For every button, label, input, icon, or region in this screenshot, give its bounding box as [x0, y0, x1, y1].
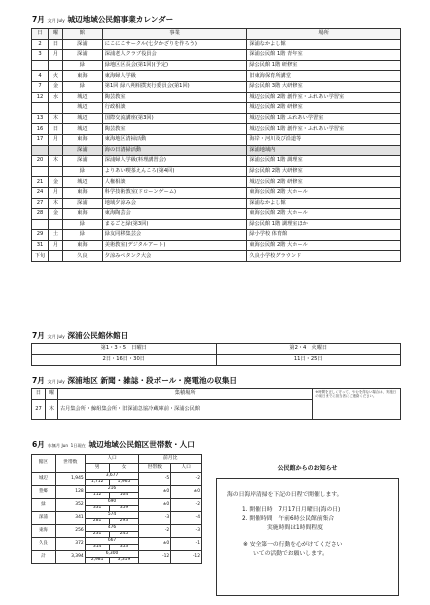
calendar-cell-event: 緑地区区長会(第1回)(予定): [102, 60, 247, 71]
calendar-cell-place: 城辺公民館 2階 研修室: [247, 177, 401, 188]
calendar-cell-place: 深浦地域内: [247, 145, 401, 156]
calendar-cell-event: 地域夕涼み会: [102, 198, 247, 209]
closed-days-table: [31, 343, 401, 366]
calendar-cell-place: 緑公民館 1階 調理室ほか: [247, 219, 401, 230]
calendar-cell-weekday: 月: [48, 134, 62, 145]
calendar-cell-place: 緑公民館 2階 大研修室: [247, 166, 401, 177]
calendar-cell-weekday: [48, 145, 62, 156]
collection-title: [32, 377, 237, 385]
calendar-cell-hall: 城辺: [62, 103, 102, 114]
calendar-cell-day: 24: [32, 187, 49, 198]
calendar-row: [32, 166, 401, 177]
hh-cell-female: 353: [109, 544, 139, 551]
calendar-cell-place: 東海公民館 2階 大ホール: [247, 209, 401, 220]
calendar-cell-weekday: 木: [48, 113, 62, 124]
collection-table: [31, 388, 401, 420]
collection-title-en: 文月 July: [47, 379, 65, 384]
col-day: 日: [32, 29, 49, 40]
hh-cell-area: 城辺: [32, 473, 56, 486]
hh-cell-area: 豊郷: [32, 486, 56, 499]
calendar-cell-event: 東海婦人学級: [102, 71, 247, 82]
hh-cell-diff-households: -2: [139, 525, 171, 538]
calendar-cell-day: 21: [32, 177, 49, 188]
calendar-cell-day: [32, 219, 49, 230]
hh-col-diff: 前月比: [139, 455, 202, 464]
calendar-cell-place: 緑公民館 1階 研修室: [247, 60, 401, 71]
calendar-row: [32, 187, 401, 198]
calendar-cell-weekday: 水: [48, 92, 62, 103]
hh-cell-diff-households: ±0: [139, 486, 171, 499]
notice-line6: いての活動でお願いします。: [253, 550, 328, 557]
collection-day: 27: [32, 399, 46, 419]
calendar-row: [32, 39, 401, 50]
hh-cell-total: 3,677: [85, 473, 139, 480]
calendar-cell-day: 29: [32, 230, 49, 241]
calendar-cell-place: 久良小学校グラウンド: [247, 251, 401, 262]
households-title-date: 1日現在: [70, 443, 86, 448]
calendar-cell-day: 3: [32, 50, 49, 61]
collection-places: 古月集会所・鯨組集会所・旧深浦急協冷蔵庫前・深浦公民館: [57, 399, 312, 419]
hh-cell-total: 574: [85, 512, 139, 519]
calendar-cell-weekday: [48, 251, 62, 262]
notice-box: [216, 478, 399, 596]
calendar-row: [32, 230, 401, 241]
closed-tuesday-head: 第2・4 火曜日: [216, 344, 401, 355]
hh-cell-female: 359: [109, 505, 139, 512]
calendar-cell-day: 12: [32, 92, 49, 103]
hh-cell-female: 1,965: [109, 479, 139, 486]
calendar-cell-event: 陶芸教室: [102, 92, 247, 103]
calendar-cell-day: 13: [32, 113, 49, 124]
calendar-cell-hall: 緑: [62, 60, 102, 71]
calendar-header-row: [32, 29, 401, 40]
households-title-en: 水無月 Jun: [47, 443, 68, 448]
calendar-cell-hall: 久良: [62, 251, 102, 262]
hh-cell-households: 256: [55, 525, 85, 538]
calendar-cell-event: よりあい喫茶えんころ(第4回): [102, 166, 247, 177]
hh-cell-diff-population: -3: [171, 525, 202, 538]
calendar-cell-day: 下旬: [32, 251, 49, 262]
calendar-cell-day: 2: [32, 39, 49, 50]
calendar-row: [32, 209, 401, 220]
calendar-row: [32, 113, 401, 124]
col-hall: 館: [62, 29, 102, 40]
calendar-cell-event: 海の日清掃活動: [102, 145, 247, 156]
hh-cell-diff-households: ±0: [139, 499, 171, 512]
hh-cell-households: 128: [55, 486, 85, 499]
notice-title: 公民館からのお知らせ: [277, 465, 338, 472]
calendar-row: [32, 219, 401, 230]
closed-title-month: 7月: [32, 331, 45, 340]
hh-cell-male: 112: [85, 492, 109, 499]
hh-cell-area: 深浦: [32, 512, 56, 525]
calendar-cell-day: [32, 103, 49, 114]
calendar-row: [32, 60, 401, 71]
calendar-cell-day: 7: [32, 81, 49, 92]
hh-col-area: 館区: [32, 455, 56, 473]
notice-line1: 海の日海岸清掃を下記の日程で開催します。: [227, 492, 343, 498]
notice-line5: ※ 安全第一の行動を心がけてください: [243, 541, 343, 548]
calendar-row: [32, 240, 401, 251]
hh-cell-households: 372: [55, 538, 85, 551]
calendar-cell-event: 美術教室(デジタルアート): [102, 240, 247, 251]
calendar-cell-day: 20: [32, 156, 49, 167]
closed-title: [32, 332, 128, 340]
calendar-cell-hall: 緑: [62, 230, 102, 241]
calendar-cell-place: 城辺公民館 2階 創作室・ふれあい学習室: [247, 92, 401, 103]
col-place: 場所: [247, 29, 401, 40]
collection-note: ※時間を正しく守って、やむを得ない場合は、実施日の前日までに担当者にご連絡ください。: [313, 389, 401, 420]
calendar-cell-event: 夕涼みペタンク大会: [102, 251, 247, 262]
households-table: [31, 454, 202, 564]
calendar-cell-hall: 緑: [62, 166, 102, 177]
calendar-cell-hall: 城辺: [62, 92, 102, 103]
calendar-cell-weekday: 月: [48, 50, 62, 61]
hh-cell-diff-population: -2: [171, 499, 202, 512]
calendar-row: [32, 251, 401, 262]
calendar-cell-hall: 東海: [62, 240, 102, 251]
calendar-cell-weekday: 金: [48, 209, 62, 220]
calendar-row: [32, 156, 401, 167]
hh-cell-diff-households: -12: [139, 551, 171, 564]
hh-cell-diff-households: ±0: [139, 538, 171, 551]
calendar-cell-hall: 深浦: [62, 145, 102, 156]
col-weekday: 曜: [48, 29, 62, 40]
calendar-cell-hall: 東海: [62, 209, 102, 220]
calendar-cell-hall: 緑: [62, 219, 102, 230]
calendar-row: [32, 50, 401, 61]
hh-cell-female: 104: [109, 492, 139, 499]
calendar-cell-weekday: 火: [48, 71, 62, 82]
hh-cell-households: 341: [55, 512, 85, 525]
hh-col-population: 人口: [85, 455, 139, 464]
hh-col-households: 世帯数: [55, 455, 85, 473]
calendar-cell-hall: 深浦: [62, 156, 102, 167]
closed-sunday-days: 2日・16日・30日: [32, 354, 217, 365]
calendar-cell-place: 城辺公民館 1階 創作室・ふれあい学習室: [247, 124, 401, 135]
closed-sunday-head: 第1・3・5 日曜日: [32, 344, 217, 355]
calendar-cell-hall: 東海: [62, 71, 102, 82]
calendar-cell-day: [32, 60, 49, 71]
collection-col-place: 集積場所: [57, 389, 312, 400]
calendar-cell-weekday: [48, 166, 62, 177]
calendar-row: [32, 81, 401, 92]
calendar-cell-place: 深浦公民館 1階 調理室: [247, 156, 401, 167]
hh-cell-male: 2,981: [85, 557, 109, 564]
hh-cell-male: 314: [85, 544, 109, 551]
hh-cell-area: 久良: [32, 538, 56, 551]
calendar-cell-event: 人権相談: [102, 177, 247, 188]
closed-title-text: 深浦公民館休館日: [67, 331, 129, 340]
hh-col-diff-households: 世帯数: [139, 464, 171, 473]
hh-cell-diff-households: -5: [139, 473, 171, 486]
calendar-cell-event: 国際交流講座(第3回): [102, 113, 247, 124]
calendar-cell-weekday: 木: [48, 198, 62, 209]
calendar-cell-day: 28: [32, 209, 49, 220]
closed-title-en: 文月 July: [47, 334, 65, 339]
calendar-title: [32, 16, 173, 24]
collection-col-week: 曜: [45, 389, 57, 400]
collection-title-month: 7月: [32, 376, 45, 385]
households-body: [32, 473, 202, 564]
calendar-cell-weekday: 月: [48, 240, 62, 251]
calendar-cell-day: 31: [32, 240, 49, 251]
calendar-cell-place: 東海公民館 2階 大ホール: [247, 187, 401, 198]
calendar-row: [32, 92, 401, 103]
calendar-cell-weekday: 土: [48, 230, 62, 241]
hh-cell-diff-population: -4: [171, 512, 202, 525]
calendar-row: [32, 134, 401, 145]
calendar-cell-event: にこにこサークル(七夕かざりを作ろう): [102, 39, 247, 50]
hh-cell-total: 216: [85, 486, 139, 493]
calendar-cell-event: 東海陶芸会: [102, 209, 247, 220]
calendar-cell-place: 海岸・河川及び沿道等: [247, 134, 401, 145]
notice-line3: 2. 開催時間 午前6時公民館前集合: [242, 515, 335, 522]
calendar-cell-place: 旧東海保育所講堂: [247, 71, 401, 82]
calendar-cell-event: 深浦老人クラブ役員会: [102, 50, 247, 61]
calendar-cell-weekday: 日: [48, 39, 62, 50]
hh-cell-households: 352: [55, 499, 85, 512]
calendar-row: [32, 198, 401, 209]
calendar-cell-event: 行政相談: [102, 103, 247, 114]
calendar-cell-hall: 東海: [62, 187, 102, 198]
hh-cell-total: 667: [85, 538, 139, 545]
calendar-cell-place: 深浦公民館 1階 青年室: [247, 50, 401, 61]
calendar-cell-weekday: 金: [48, 81, 62, 92]
calendar-cell-event: まるごと緑(第3回): [102, 219, 247, 230]
calendar-cell-day: 4: [32, 71, 49, 82]
hh-col-diff-population: 人口: [171, 464, 202, 473]
hh-cell-male: 1,712: [85, 479, 109, 486]
calendar-cell-hall: 城辺: [62, 113, 102, 124]
calendar-row: [32, 71, 401, 82]
hh-cell-households: 3,394: [55, 551, 85, 564]
calendar-cell-weekday: 日: [48, 124, 62, 135]
calendar-cell-event: 東海地区清掃活動: [102, 134, 247, 145]
calendar-cell-event: 第1回 緑八朔相撲実行委員会(第1回): [102, 81, 247, 92]
collection-week: 木: [45, 399, 57, 419]
calendar-cell-hall: 深浦: [62, 198, 102, 209]
calendar-cell-event: 深浦婦人学級(料理講習会): [102, 156, 247, 167]
col-event: 事業: [102, 29, 247, 40]
hh-col-female: 女: [109, 464, 139, 473]
hh-cell-area: 東海: [32, 525, 56, 538]
calendar-cell-place: 緑公民館 3階 大研修室: [247, 81, 401, 92]
calendar-cell-event: 陶芸教室: [102, 124, 247, 135]
calendar-cell-weekday: 金: [48, 177, 62, 188]
calendar-title-month: 7月: [32, 15, 45, 24]
calendar-cell-hall: 城辺: [62, 124, 102, 135]
calendar-cell-weekday: [48, 103, 62, 114]
households-title-month: 6月: [32, 440, 45, 449]
hh-cell-total: 6,300: [85, 551, 139, 558]
notice-line2: 1. 開催日時 7月17日月曜日(海の日): [242, 506, 341, 513]
calendar-title-text: 城辺地域公民館事業カレンダー: [67, 15, 174, 24]
hh-cell-diff-households: -3: [139, 512, 171, 525]
collection-title-text: 深浦地区 新聞・雑誌・段ボール・廃電池の収集日: [67, 376, 238, 385]
hh-cell-female: 293: [109, 518, 139, 525]
calendar-cell-hall: 深浦: [62, 50, 102, 61]
calendar-cell-hall: 城辺: [62, 177, 102, 188]
hh-cell-male: 281: [85, 518, 109, 525]
hh-cell-diff-population: -12: [171, 551, 202, 564]
hh-cell-female: 245: [109, 531, 139, 538]
calendar-cell-place: 東海公民館 2階 大ホール: [247, 240, 401, 251]
calendar-row: [32, 103, 401, 114]
hh-cell-female: 3,319: [109, 557, 139, 564]
calendar-row: [32, 124, 401, 135]
hh-cell-households: 1,945: [55, 473, 85, 486]
calendar-cell-day: [32, 145, 49, 156]
calendar-cell-day: 17: [32, 134, 49, 145]
closed-tuesday-days: 11日・25日: [216, 354, 401, 365]
hh-cell-area: 緑: [32, 499, 56, 512]
calendar-table: [31, 28, 401, 262]
calendar-body: [32, 39, 401, 261]
calendar-cell-place: 城辺公民館 2階 研修室: [247, 103, 401, 114]
hh-cell-diff-population: -1: [171, 538, 202, 551]
hh-cell-diff-population: -2: [171, 473, 202, 486]
calendar-cell-event: 科学技術教室(ドローンゲーム): [102, 187, 247, 198]
households-title: [32, 441, 195, 449]
hh-cell-male: 231: [85, 531, 109, 538]
calendar-cell-day: 16: [32, 124, 49, 135]
hh-cell-total: 476: [85, 525, 139, 532]
calendar-cell-place: 城辺公民館 1階 ふれあい学習室: [247, 113, 401, 124]
collection-col-day: 日: [32, 389, 46, 400]
calendar-cell-hall: 東海: [62, 134, 102, 145]
calendar-cell-weekday: 月: [48, 187, 62, 198]
notice: [216, 466, 399, 596]
hh-cell-total: 690: [85, 499, 139, 506]
calendar-cell-hall: 緑: [62, 81, 102, 92]
calendar-cell-event: 緑友同移集芸会: [102, 230, 247, 241]
calendar-title-en: 文月 July: [47, 18, 65, 23]
calendar-cell-day: [32, 166, 49, 177]
hh-cell-area: 計: [32, 551, 56, 564]
calendar-cell-weekday: [48, 60, 62, 71]
calendar-row: [32, 177, 401, 188]
calendar-cell-day: 27: [32, 198, 49, 209]
households-title-text: 城辺地域公民館区世帯数・人口: [88, 440, 195, 449]
calendar-cell-weekday: [48, 219, 62, 230]
calendar-cell-place: 深浦なかよし館: [247, 198, 401, 209]
calendar-row: [32, 145, 401, 156]
calendar-cell-place: 緑小学校 体育館: [247, 230, 401, 241]
calendar-cell-hall: 深浦: [62, 39, 102, 50]
notice-line4: 実施時間は1時間程度: [267, 524, 323, 531]
hh-col-male: 男: [85, 464, 109, 473]
hh-cell-male: 331: [85, 505, 109, 512]
calendar-cell-weekday: 木: [48, 156, 62, 167]
hh-cell-diff-population: ±0: [171, 486, 202, 499]
calendar-cell-place: 深浦なかよし館: [247, 39, 401, 50]
